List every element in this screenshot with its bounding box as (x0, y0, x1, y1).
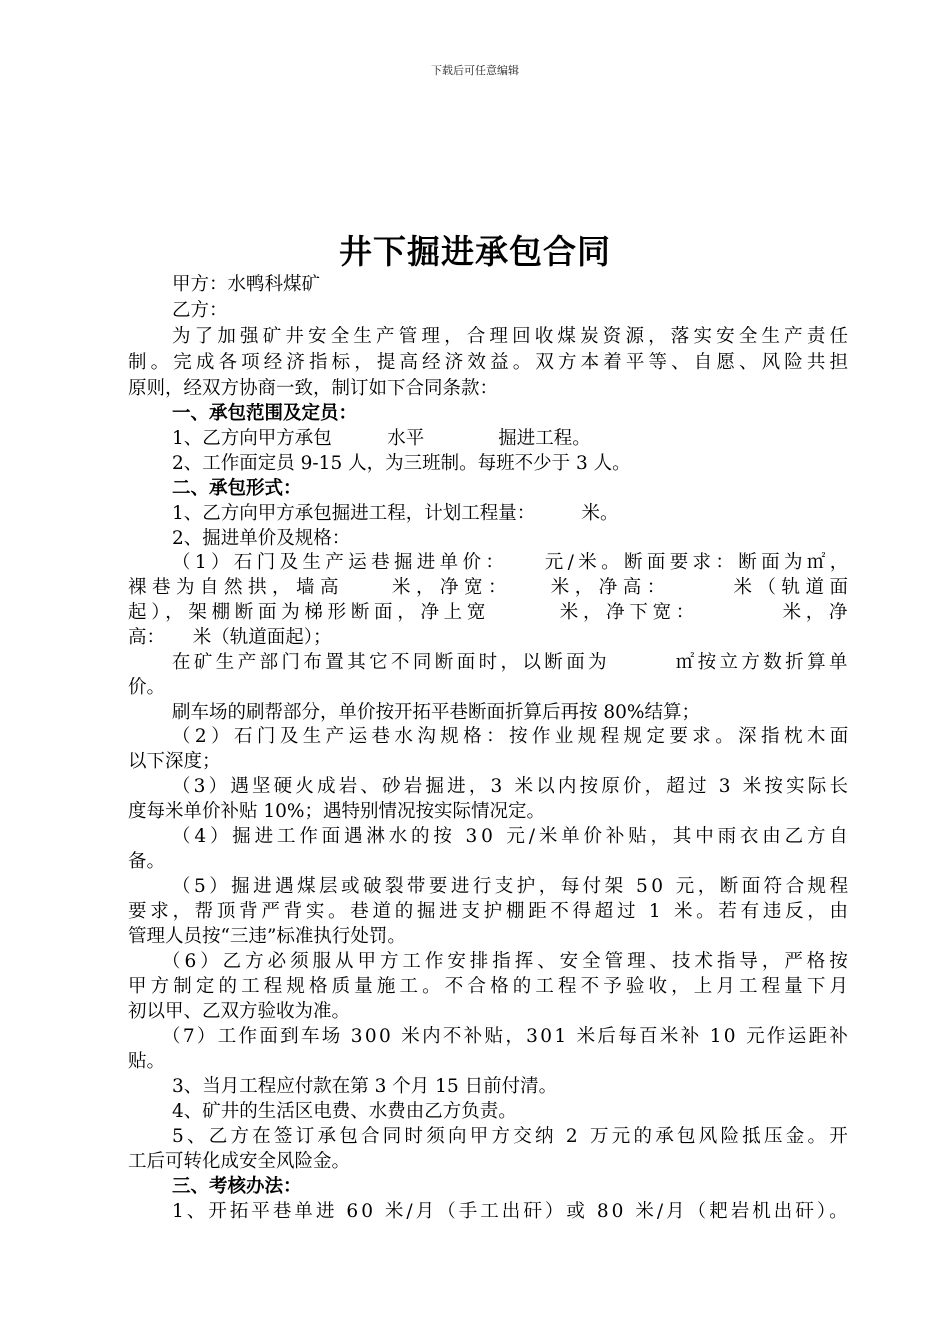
body-line: （6）乙方必须服从甲方工作安排指挥、安全管理、技术指导，严格按 (162, 951, 852, 972)
body-line: （4）掘进工作面遇淋水的按 30 元/米单价补贴，其中雨衣由乙方自 (172, 826, 852, 847)
body-line: 工后可转化成安全风险金。 (128, 1151, 351, 1172)
body-line: 以下深度； (128, 751, 221, 772)
section-heading: 二、承包形式： (172, 478, 302, 499)
document-title: 井下掘进承包合同 (339, 232, 611, 271)
body-line: 甲方制定的工程规格质量施工。不合格的工程不予验收，上月工程量下月 (128, 976, 853, 997)
body-line: 要求，帮顶背严背实。巷道的掘进支护棚距不得超过 1 米。若有违反，由 (128, 901, 852, 922)
body-line: （5）掘进遇煤层或破裂带要进行支护，每付架 50 元，断面符合规程 (172, 876, 852, 897)
body-line: 贴。 (128, 1051, 166, 1072)
body-line: 裸巷为自然拱，墙高 米，净宽： 米，净高： 米（轨道面 (128, 577, 854, 598)
body-line: 高： 米（轨道面起）； (128, 627, 332, 648)
body-line: （2）石门及生产运巷水沟规格：按作业规程规定要求。深指枕木面 (172, 726, 853, 747)
body-line: 1、开拓平巷单进 60 米/月（手工出矸）或 80 米/月（耙岩机出矸）。 (172, 1201, 851, 1222)
body-line: 1、乙方向甲方承包 水平 掘进工程。 (172, 428, 591, 449)
section-heading: 一、承包范围及定员： (172, 403, 358, 424)
body-line: （3）遇坚硬火成岩、砂岩掘进，3 米以内按原价，超过 3 米按实际长 (172, 776, 852, 797)
body-line: （1）石门及生产运巷掘进单价： 元/米。断面要求：断面为㎡， (172, 552, 853, 573)
body-line: 价。 (128, 677, 166, 698)
body-line: 甲方：水鸭科煤矿 (172, 274, 321, 295)
body-line: 备。 (128, 851, 166, 872)
body-line: 制。完成各项经济指标，提高经济效益。双方本着平等、自愿、风险共担 (128, 352, 853, 373)
body-line: 4、矿井的生活区电费、水费由乙方负责。 (172, 1101, 517, 1122)
body-line: 乙方： (172, 300, 228, 321)
body-line: 起），架棚断面为梯形断面，净上宽 米，净下宽： 米，净 (128, 602, 853, 623)
body-line: 管理人员按“三违”标准执行处罚。 (128, 926, 406, 947)
body-line: 2、工作面定员 9-15 人，为三班制。每班不少于 3 人。 (172, 453, 631, 474)
body-line: 2、掘进单价及规格： (172, 528, 351, 549)
body-line: 在矿生产部门布置其它不同断面时，以断面为 ㎡按立方数折算单 (172, 652, 851, 673)
body-line: 原则，经双方协商一致，制订如下合同条款： (128, 378, 499, 399)
body-line: 刷车场的刷帮部分，单价按开拓平巷断面折算后再按 80%结算； (172, 702, 701, 723)
section-heading: 三、考核办法： (172, 1176, 302, 1197)
body-line: （7）工作面到车场 300 米内不补贴，301 米后每百米补 10 元作运距补 (162, 1026, 851, 1047)
body-line: 度每米单价补贴 10%；遇特别情况按实际情况定。 (128, 801, 546, 822)
body-line: 5、乙方在签订承包合同时须向甲方交纳 2 万元的承包风险抵压金。开 (172, 1126, 852, 1147)
header-note: 下载后可任意编辑 (431, 64, 519, 77)
body-line: 3、当月工程应付款在第 3 个月 15 日前付清。 (172, 1076, 558, 1097)
body-line: 初以甲、乙双方验收为准。 (128, 1001, 351, 1022)
body-line: 1、乙方向甲方承包掘进工程，计划工程量： 米。 (172, 503, 619, 524)
body-line: 为了加强矿井安全生产管理，合理回收煤炭资源，落实安全生产责任 (172, 326, 853, 347)
